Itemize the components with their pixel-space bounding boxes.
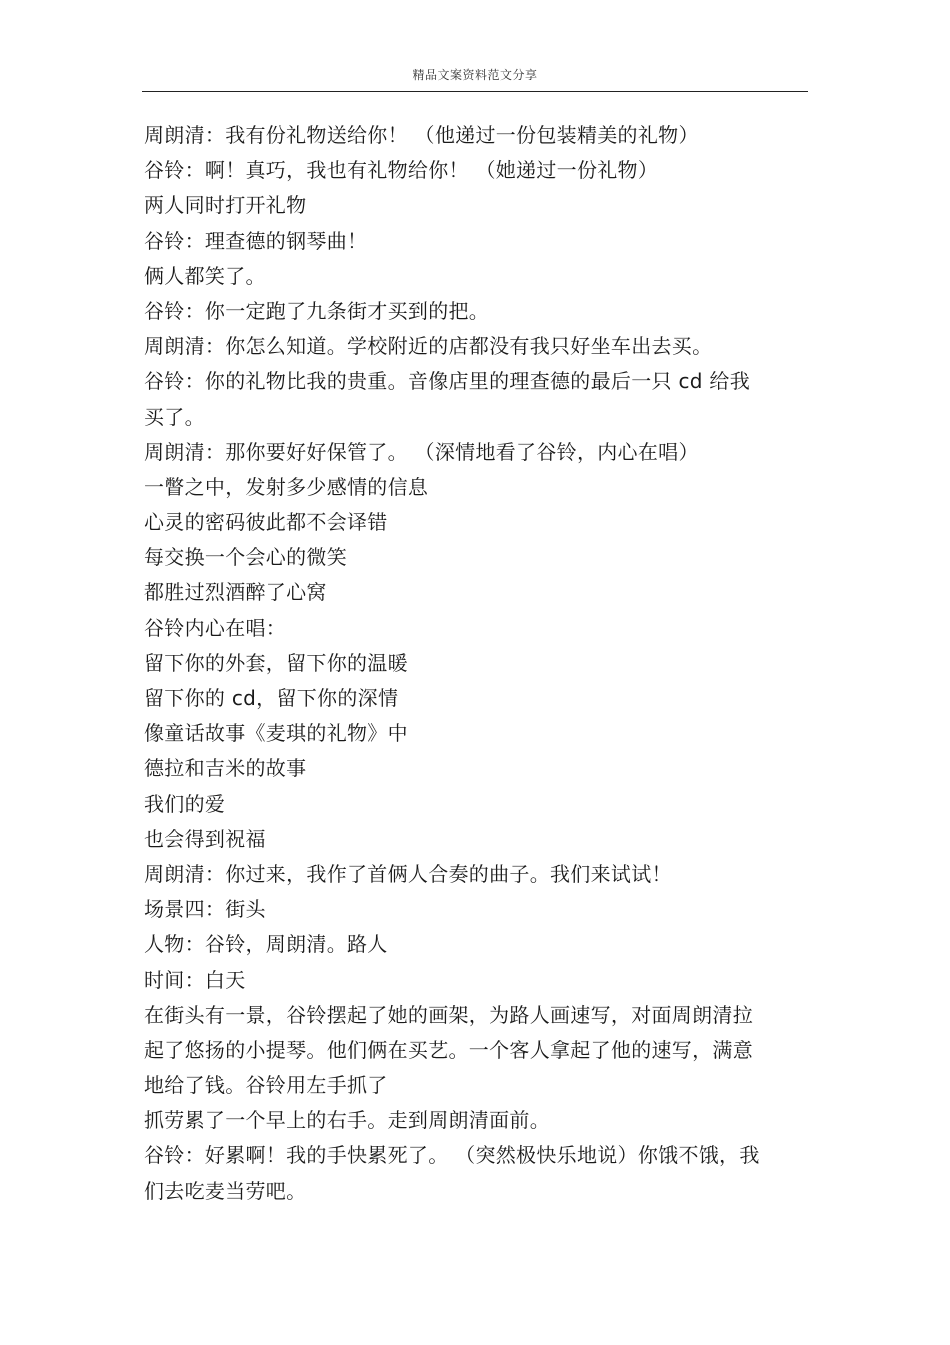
text-line: 谷铃：你一定跑了九条街才买到的把。	[144, 298, 490, 323]
text-line: 谷铃：理查德的钢琴曲！	[144, 228, 368, 253]
text-line: 谷铃内心在唱：	[144, 615, 287, 640]
text-line: 谷铃：你的礼物比我的贵重。音像店里的理查德的最后一只 cd 给我	[144, 369, 751, 394]
text-line: 德拉和吉米的故事	[144, 756, 307, 781]
text-line: 们去吃麦当劳吧。	[144, 1178, 307, 1203]
text-line: 人物：谷铃，周朗清。路人	[144, 932, 388, 957]
text-line: 时间：白天	[144, 967, 246, 992]
page-header: 精品文案资料范文分享	[412, 68, 538, 82]
text-line: 都胜过烈酒醉了心窝	[144, 580, 327, 605]
text-line: 起了悠扬的小提琴。他们俩在买艺。一个客人拿起了他的速写，满意	[144, 1037, 753, 1062]
text-line: 一瞥之中，发射多少感情的信息	[144, 474, 429, 499]
document-body	[144, 118, 808, 1209]
text-line: 留下你的 cd，留下你的深情	[144, 686, 399, 710]
text-line: 我们的爱	[144, 791, 226, 816]
text-line: 场景四：街头	[144, 897, 266, 922]
text-line: 周朗清：你过来，我作了首俩人合奏的曲子。我们来试试！	[144, 861, 672, 886]
text-line: 也会得到祝福	[144, 826, 266, 851]
text-line: 在街头有一景，谷铃摆起了她的画架，为路人画速写，对面周朗清拉	[144, 1002, 753, 1027]
text-line: 周朗清：你怎么知道。学校附近的店都没有我只好坐车出去买。	[144, 334, 713, 359]
text-line: 谷铃：好累啊！我的手快累死了。 （突然极快乐地说）你饿不饿，我	[144, 1143, 760, 1168]
text-line: 俩人都笑了。	[144, 263, 266, 288]
text-line: 周朗清：我有份礼物送给你！ （他递过一份包装精美的礼物）	[144, 123, 699, 147]
text-line: 周朗清：那你要好好保管了。 （深情地看了谷铃，内心在唱）	[144, 439, 699, 464]
text-line: 心灵的密码彼此都不会译错	[144, 510, 388, 535]
text-line: 像童话故事《麦琪的礼物》中	[144, 721, 408, 746]
text-line: 地给了钱。谷铃用左手抓了	[144, 1073, 388, 1098]
text-line: 每交换一个会心的微笑	[144, 545, 347, 570]
text-line: 两人同时打开礼物	[144, 193, 307, 218]
text-line: 买了。	[144, 404, 205, 429]
header-divider	[142, 91, 808, 92]
text-line: 留下你的外套，留下你的温暖	[144, 650, 408, 675]
text-line: 谷铃：啊！真巧，我也有礼物给你！ （她递过一份礼物）	[144, 158, 659, 183]
text-line: 抓劳累了一个早上的右手。走到周朗清面前。	[144, 1108, 550, 1133]
